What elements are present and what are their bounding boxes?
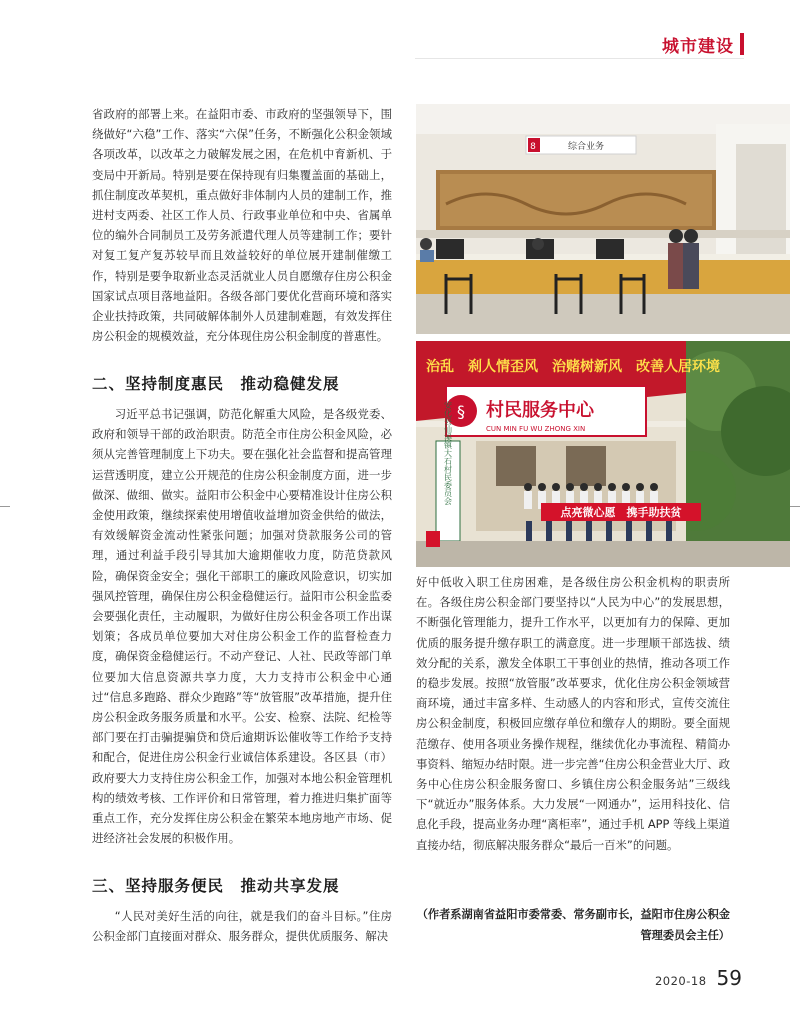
page-footer: [655, 966, 742, 990]
heading-section-3: 三、坚持服务便民 推动共享发展: [92, 877, 340, 895]
section-header: [662, 30, 744, 58]
header-rule: [415, 58, 744, 59]
photo2-sign-cn: 村民服务中心: [486, 400, 594, 421]
photo1-sign-text: 综合业务: [567, 142, 605, 152]
section-bar: [740, 33, 744, 55]
photo2-group-banner: 点亮微心愿 携手助扶贫: [560, 506, 682, 519]
photo2-top-banner: 治乱 刹人情歪风 治赌树新风 改善人居环境: [426, 359, 720, 375]
left-column-paragraph-3: [92, 906, 392, 946]
photo2-vertical-sign: 安化县仙溪镇大石村民委员会: [443, 401, 453, 505]
paragraph: 习近平总书记强调，防范化解重大风险，是各级党委、政府和领导干部的政治职责。防范全市住房公积金风险，必须从完善管理制度上下功夫。要在强化社会监督和提高管理运营透明度，建立公开规范的住房公积金制度方面，进一步做深、做细、做实。益阳市公积金中心要精准设计住房公积金使用政策，继续探索使用增值收益增加资金供给的做法，有效缓解资金流动性紧张问题；加强对贷款服务公司的管理，通过利益手段引导其加大逾期催收力度，防范贷款风险，确保资金安全；强化干部职工的廉政风险意识，切实加强风控管理，确保住房公积金稳健运行。益阳市公积金监委会要强化责任，主动履职，为做好住房公积金各项工作出谋划策；各成员单位要加大对住房公积金工作的监督检查力度，确保资金稳健运行。不动产登记、人社、民政等部门单位要加大信息资源共享力度，大力支持市公积金中心通过“信息多跑路、群众少跑路”等“放管服”改革措施，提升住房公积金政务服务质量和水平。公安、检察、法院、纪检等部门要在打击骗提骗贷和贷后逾期诉讼催收等工作给予支持和配合，促进住房公积金行业诚信体系建设。各区县（市）政府要大力支持住房公积金工作，加强对本地公积金管理机构的绩效考核、工作评价和日常管理，着力推进归集扩面等重点工作，充分发挥住房公积金在繁荣本地房地产市场、促进经济社会发展的积极作用。: [92, 407, 392, 846]
author-byline: （作者系湖南省益阳市委常委、常务副市长，益阳市住房公积金管理委员会主任）: [416, 908, 730, 942]
crop-mark-right: [790, 506, 800, 507]
heading-section-2: 二、坚持制度惠民 推动稳健发展: [92, 375, 340, 393]
right-column-paragraph: [416, 572, 730, 855]
emblem-icon: §: [457, 402, 465, 421]
left-column-paragraph-1: [92, 104, 392, 346]
section-title: 城市建设: [662, 36, 734, 57]
left-column-paragraph-2: [92, 404, 392, 848]
photo-service-hall: [416, 104, 790, 334]
paragraph: “人民对美好生活的向往，就是我们的奋斗目标。”住房公积金部门直接面对群众、服务群众，提供优质服务、解决: [92, 909, 392, 944]
issue-number: 2020-18: [654, 974, 707, 988]
photo-village-service-center: [416, 341, 790, 567]
paragraph: 好中低收入职工住房困难，是各级住房公积金机构的职责所在。各级住房公积金部门要坚持以“人民为中心”的发展思想，不断强化管理能力，提升工作水平，以更加有力的保障、更加优质的服务提升缴存职工的满意度。进一步理顺干部选拔、绩效分配的关系，激发全体职工干事创业的热情，推动各项工作的稳步发展。按照“放管服”改革要求，优化住房公积金领域营商环境，通过丰富多样、生动感人的内容和形式，宣传交流住房公积金制度，积极回应缴存单位和缴存人的期盼。要全面规范缴存、使用各项业务操作规程，继续优化办事流程、精简办事资料、缩短办结时限。进一步完善“住房公积金营业大厅、政务中心住房公积金服务窗口、乡镇住房公积金服务站”三级线下“就近办”服务体系。大力发展“一网通办”，运用科技化、信息化手段，提高业务办理“离柜率”，通过手机 APP 等线上渠道直接办结，彻底解决服务群众“最后一百米”的问题。: [416, 575, 730, 852]
crop-mark-left: [0, 506, 10, 507]
page-number: 59: [716, 966, 742, 990]
photo2-sign-pinyin: CUN MIN FU WU ZHONG XIN: [486, 425, 586, 433]
paragraph: 省政府的部署上来。在益阳市委、市政府的坚强领导下，围绕做好“六稳”工作、落实“六保”任务，不断强化公积金领域各项改革，以改革之力破解发展之困，在危机中育新机、于变局中开新局。特别是要在保持现有归集覆盖面的基础上，抓住制度改革契机，重点做好非体制内人员的建制工作，推进村支两委、社区工作人员、行政事业单位和中央、省属单位的编外合同制员工及劳务派遣代理人员等建制工作；要针对复工复产复苏较早而且效益较好的单位展开建制催缴工作，特别是要争取新业态灵活就业人员自愿缴存住房公积金国家试点项目落地益阳。各级各部门要优化营商环境和落实企业扶持政策，共同破解体制外人员建制难题，有效发挥住房公积金的规模效益，充分体现住房公积金制度的普惠性。: [92, 107, 392, 344]
photo1-sign-number: 8: [530, 142, 536, 152]
